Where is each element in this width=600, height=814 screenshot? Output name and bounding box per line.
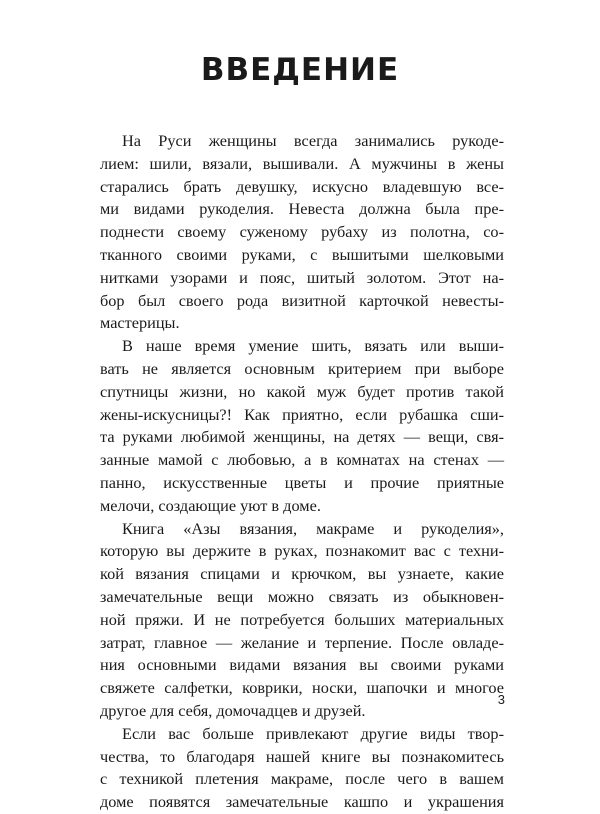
text-line: которую вы держите в руках, познакомит вас с техни- xyxy=(100,541,504,561)
text-line: с техникой плетения макраме, после чего в вашем xyxy=(100,769,504,789)
text-line: тканного своими руками, с вышитыми шелковыми xyxy=(100,244,504,264)
text-line: доме появятся замечательные кашпо и украшения xyxy=(100,792,504,812)
text-line: свяжете салфетки, коврики, носки, шапочки и многое xyxy=(100,678,504,698)
text-line: та руками любимой женщины, на детях — вещи, свя- xyxy=(100,427,504,447)
page-title: ВВЕДЕНИЕ xyxy=(200,52,400,88)
text-line: лием: шили, вязали, вышивали. А мужчины в жены xyxy=(100,153,504,173)
text-line: кой вязания спицами и крючком, вы узнаете, какие xyxy=(100,564,504,584)
text-line: нитками узорами и пояс, шитый золотом. Этот на- xyxy=(100,267,504,287)
text-line: старались брать девушку, искусно владевшую все- xyxy=(100,176,504,196)
text-line: мастерицы. xyxy=(100,313,180,333)
text-line: другое для себя, домочадцев и друзей. xyxy=(100,700,366,720)
text-line: вать не является основным критерием при выборе xyxy=(100,358,504,378)
text-line: замечательные вещи можно связать из обыкновен- xyxy=(100,586,504,606)
text-line: В наше время умение шить, вязать или выши- xyxy=(122,336,504,356)
text-line: ния основными видами вязания вы своими руками xyxy=(100,655,504,675)
text-line: ной пряжи. И не потребуется больших материальных xyxy=(100,609,504,629)
text-line: бор был своего рода визитной карточкой невесты- xyxy=(100,290,504,310)
text-line: Если вас больше привлекают другие виды твор- xyxy=(122,723,504,743)
text-line: Книга «Азы вязания, макраме и рукоделия», xyxy=(122,518,504,538)
text-line: затрат, главное — желание и терпение. После овладе- xyxy=(100,632,504,652)
page-number: 3 xyxy=(497,692,505,707)
text-line: ми видами рукоделия. Невеста должна была пре- xyxy=(100,199,504,219)
text-line: На Руси женщины всегда занимались рукоде- xyxy=(122,131,504,150)
text-line: жены-искусницы?! Как приятно, если рубашка сши- xyxy=(100,404,504,424)
text-line: мелочи, создающие уют в доме. xyxy=(100,495,321,515)
text-line: панно, искусственные цветы и прочие приятные xyxy=(100,472,504,492)
text-line: чества, то благодаря нашей книге вы познакомитесь xyxy=(100,746,504,766)
text-line: спутницы жизни, но какой муж будет против такой xyxy=(100,381,504,401)
text-line: поднести своему суженому рубаху из полотна, со- xyxy=(100,222,504,242)
text-line: занные мамой с любовью, а в комнатах на стенах — xyxy=(100,450,504,470)
body-text xyxy=(100,130,504,814)
